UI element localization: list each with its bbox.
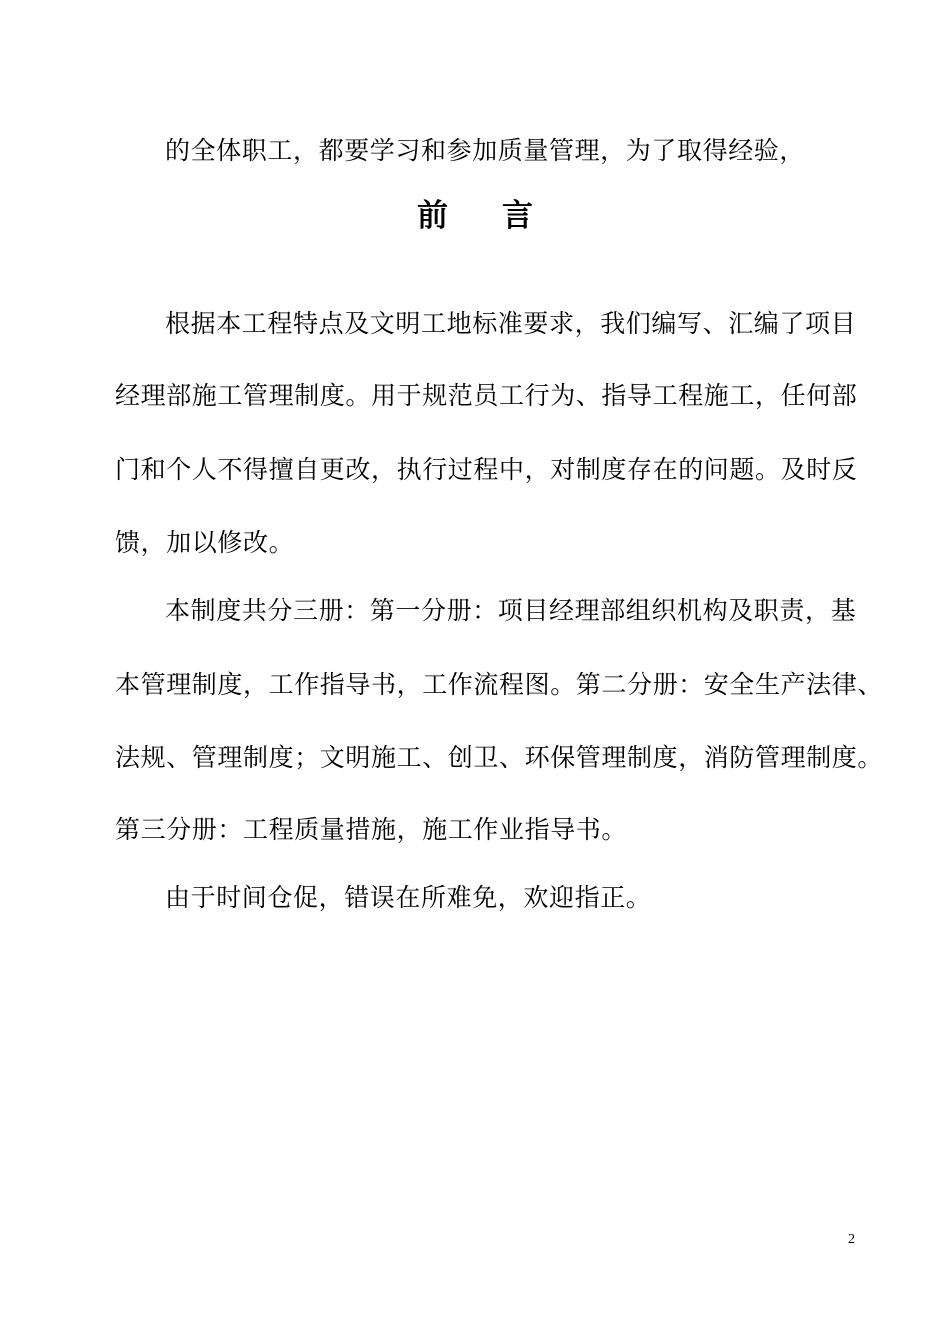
paragraph-1-line-4: 馈，加以修改。 xyxy=(115,528,295,557)
paragraph-3-line-1: 由于时间仓促，错误在所难免，欢迎指正。 xyxy=(165,883,652,912)
paragraph-2-line-2: 本管理制度，工作指导书，工作流程图。第二分册：安全生产法律、 xyxy=(115,670,884,699)
paragraph-1-line-1: 根据本工程特点及文明工地标准要求，我们编写、汇编了项目 xyxy=(165,309,857,338)
paragraph-2-line-1: 本制度共分三册：第一分册：项目经理部组织机构及职责，基 xyxy=(165,596,857,625)
paragraph-1-line-2: 经理部施工管理制度。用于规范员工行为、指导工程施工，任何部 xyxy=(115,381,858,410)
paragraph-1-line-3: 门和个人不得擅自更改，执行过程中，对制度存在的问题。及时反 xyxy=(115,455,858,484)
paragraph-2-line-3: 法规、管理制度；文明施工、创卫、环保管理制度，消防管理制度。 xyxy=(115,743,884,772)
continuation-line: 的全体职工，都要学习和参加质量管理，为了取得经验， xyxy=(165,136,806,165)
page-number: 2 xyxy=(848,1232,855,1247)
paragraph-2-line-4: 第三分册：工程质量措施，施工作业指导书。 xyxy=(115,815,628,844)
page-title: 前言 xyxy=(417,198,587,234)
